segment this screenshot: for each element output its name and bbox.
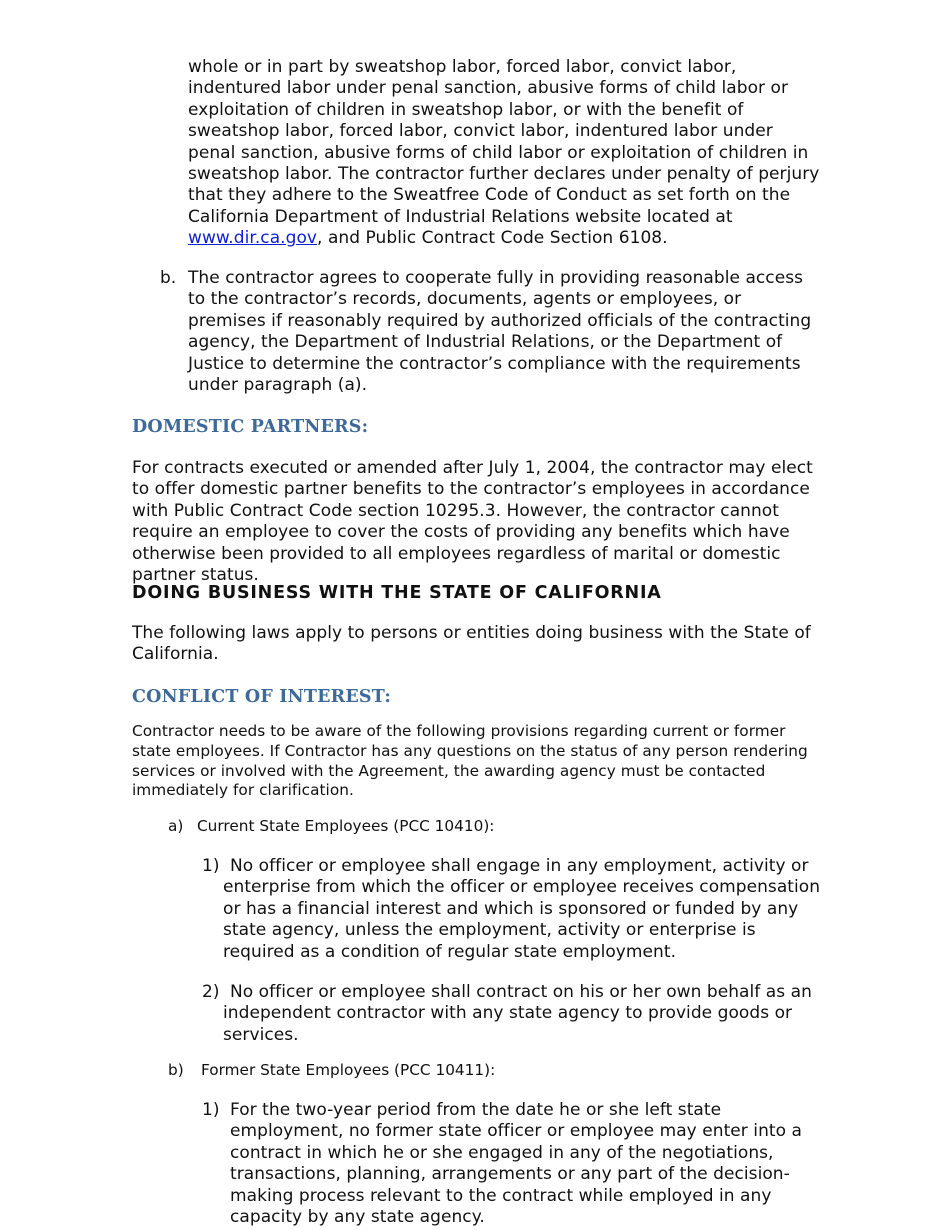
dir-website-link[interactable]: www.dir.ca.gov: [188, 228, 318, 249]
conflict-of-interest-heading: CONFLICT OF INTEREST:: [132, 687, 392, 707]
former-item-1-text: For the two-year period from the date he or she left state employment, no former state officer or employee may enter into a contract in which he or she engaged in any of the negotiations, transactions, planning, arrangements or any part of the decision-making process relevant to the contract while employed in any capacity by any state agency.: [230, 1100, 802, 1228]
doing-business-paragraph: The following laws apply to persons or entities doing business with the State of California.: [132, 623, 811, 665]
list-marker-a: a): [168, 817, 184, 835]
current-employees-label: Current State Employees (PCC 10410):: [197, 817, 495, 835]
former-employees-label: Former State Employees (PCC 10411):: [201, 1061, 496, 1079]
sweatfree-text-after-link: , and Public Contract Code Section 6108.: [317, 228, 668, 249]
conflict-intro-paragraph: Contractor needs to be aware of the following provisions regarding current or former state employees. If Contractor has any questions on the status of any person rendering services or involved with the Agreement, the awarding agency must be contacted immediately for clarification.: [132, 722, 808, 800]
domestic-partners-paragraph: For contracts executed or amended after July 1, 2004, the contractor may elect to offer domestic partner benefits to the contractor’s employees in accordance with Public Contract Code section 10295.3. However, the contractor cannot require an employee to cover the costs of providing any benefits which have otherwise been provided to all employees regardless of marital or domestic partner status.: [132, 458, 813, 586]
sweatfree-paragraph: [188, 57, 824, 250]
current-item-1-text: No officer or employee shall engage in any employment, activity or enterprise from which the officer or employee receives compensation or has a financial interest and which is sponsored or funded by any state agency, unless the employment, activity or enterprise is required as a condition of regular state employment.: [223, 856, 821, 962]
doing-business-heading: DOING BUSINESS WITH THE STATE OF CALIFORNIA: [132, 583, 662, 603]
domestic-partners-heading: DOMESTIC PARTNERS:: [132, 417, 369, 437]
sweatfree-text-before-link: whole or in part by sweatshop labor, forced labor, convict labor, indentured labor under penal sanction, abusive forms of child labor or exploitation of children in sweatshop labor, or with the benefit of sweatshop labor, forced labor, convict labor, indentured labor under penal sanction, abusive forms of child labor or exploitation of children in sweatshop labor. The contractor further declares under penalty of perjury that they adhere to the Sweatfree Code of Conduct as set forth on the California Department of Industrial Relations website located at: [188, 57, 820, 227]
list-marker-b: b.: [160, 268, 177, 288]
item-b-paragraph: The contractor agrees to cooperate fully in providing reasonable access to the contractor’s records, documents, agents or employees, or premises if reasonably required by authorized officials of the contracting agency, the Department of Industrial Relations, or the Department of Justice to determine the contractor’s compliance with the requirements under paragraph (a).: [188, 268, 812, 396]
current-item-1-marker: 1): [202, 856, 220, 876]
former-item-1-marker: 1): [202, 1100, 220, 1120]
current-item-2-marker: 2): [202, 982, 220, 1002]
list-marker-b2: b): [168, 1061, 184, 1079]
current-item-2-text: No officer or employee shall contract on his or her own behalf as an independent contractor with any state agency to provide goods or services.: [223, 982, 812, 1045]
